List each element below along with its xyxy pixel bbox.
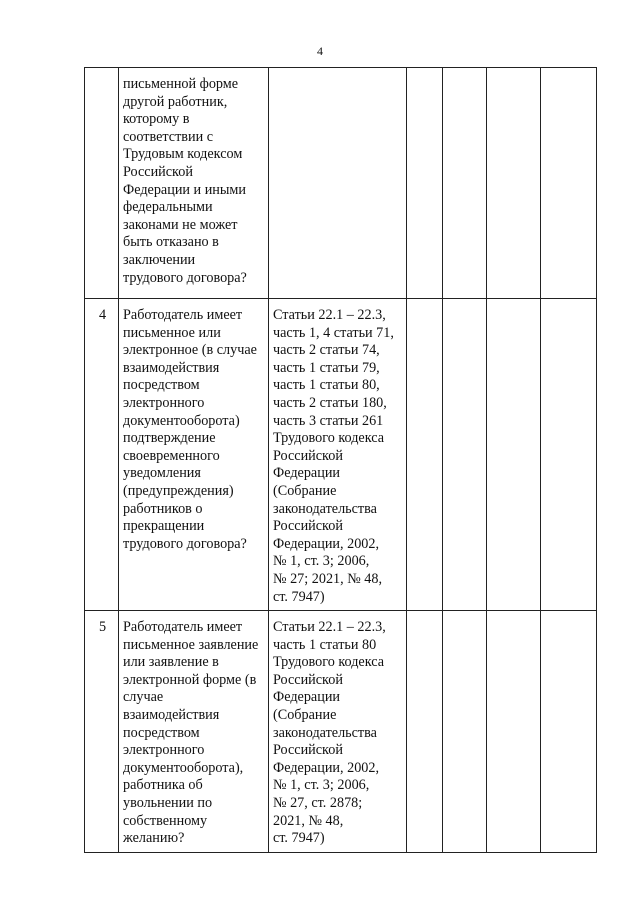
row-number-cell: 5 [85, 611, 119, 853]
cell-text-line: прекращении [123, 518, 205, 535]
answer-no-cell[interactable] [443, 68, 487, 299]
reference-cell [269, 299, 407, 611]
cell-text-line: взаимодействия [123, 359, 220, 376]
cell-text-line: часть 1 статьи 80, [273, 377, 380, 394]
answer-no-cell[interactable] [443, 299, 487, 611]
cell-text-line: Федерации [273, 465, 341, 482]
cell-text-line: Федерации, 2002, [273, 535, 380, 552]
cell-text-line: Российской [273, 447, 343, 464]
cell-text-line: часть 1 статьи 79, [273, 359, 380, 376]
row-number-cell: 4 [85, 299, 119, 611]
cell-text-line: работника об [123, 777, 203, 794]
cell-text-line: Федерации, 2002, [273, 759, 380, 776]
cell-text-line: № 27, ст. 2878; [273, 795, 363, 812]
cell-text-line: федеральными [123, 199, 213, 216]
checklist-table [84, 67, 597, 853]
table-row [85, 68, 597, 299]
cell-text-line: трудового договора? [123, 269, 247, 286]
cell-text-line: Федерации [273, 689, 341, 706]
cell-text-line: быть отказано в [123, 234, 219, 251]
answer-yes-cell[interactable] [407, 611, 443, 853]
cell-text-line: № 27; 2021, № 48, [273, 570, 383, 587]
cell-text-line: Работодатель имеет [123, 619, 243, 636]
note-cell[interactable] [541, 68, 597, 299]
cell-text-line: взаимодействия [123, 707, 220, 724]
cell-text-line: письменное или [123, 324, 221, 341]
cell-text-line: подтверждение [123, 430, 216, 447]
cell-text-line: электронного [123, 394, 205, 411]
cell-text-line: посредством [123, 724, 200, 741]
cell-text-line: законами не может [123, 216, 238, 233]
cell-text-line: (Собрание [273, 707, 337, 724]
cell-text-line: работников о [123, 500, 203, 517]
cell-text-line: часть 2 статьи 74, [273, 342, 380, 359]
cell-text-line: электронной форме (в [123, 671, 257, 688]
cell-text-line: письменной форме [123, 76, 239, 92]
cell-text-line: Статьи 22.1 – 22.3, [273, 307, 386, 323]
not-applicable-cell[interactable] [487, 611, 541, 853]
cell-text-line: электронное (в случае [123, 342, 257, 359]
not-applicable-cell[interactable] [487, 68, 541, 299]
cell-text-line: или заявление в [123, 654, 219, 671]
note-cell[interactable] [541, 299, 597, 611]
cell-text-line: Трудового кодекса [273, 654, 385, 671]
cell-text-line: Российской [273, 742, 343, 759]
cell-text-line: Федерации и иными [123, 181, 246, 198]
row-number-cell [85, 68, 119, 299]
cell-text-line: письменное заявление [123, 636, 259, 653]
cell-text-line: № 1, ст. 3; 2006, [273, 777, 370, 794]
cell-text-line: Статьи 22.1 – 22.3, [273, 619, 386, 636]
cell-text-line: Российской [123, 163, 193, 180]
cell-text-line: документооборота), [123, 759, 244, 776]
cell-text-line: своевременного [123, 447, 220, 464]
question-cell [119, 611, 269, 853]
question-cell [119, 299, 269, 611]
reference-cell [269, 611, 407, 853]
cell-text-line: желанию? [123, 830, 185, 847]
cell-text-line: трудового договора? [123, 535, 247, 552]
cell-text-line: часть 2 статьи 180, [273, 394, 387, 411]
cell-text-line: законодательства [273, 500, 377, 517]
cell-text-line: Работодатель имеет [123, 307, 243, 323]
answer-yes-cell[interactable] [407, 299, 443, 611]
cell-text-line: часть 1 статьи 80 [273, 636, 377, 653]
cell-text-line: (Собрание [273, 482, 337, 499]
cell-text-line: увольнении по [123, 795, 213, 812]
cell-text-line: Российской [273, 518, 343, 535]
cell-text-line: посредством [123, 377, 200, 394]
cell-text-line: (предупреждения) [123, 482, 234, 499]
cell-text-line: уведомления [123, 465, 201, 482]
cell-text-line: которому в [123, 111, 190, 128]
note-cell[interactable] [541, 611, 597, 853]
cell-text-line: часть 3 статьи 261 [273, 412, 384, 429]
cell-text-line: часть 1, 4 статьи 71, [273, 324, 394, 341]
cell-text-line: 2021, № 48, [273, 812, 344, 829]
not-applicable-cell[interactable] [487, 299, 541, 611]
cell-text-line: № 1, ст. 3; 2006, [273, 553, 370, 570]
page-number: 4 [317, 44, 323, 58]
cell-text-line: заключении [123, 251, 196, 268]
cell-text-line: Трудовым кодексом [123, 146, 243, 163]
cell-text-line: Трудового кодекса [273, 430, 385, 447]
table-row [85, 611, 597, 853]
table-row [85, 299, 597, 611]
cell-text-line: законодательства [273, 724, 377, 741]
cell-text-line: ст. 7947) [273, 588, 325, 605]
cell-text-line: Российской [273, 671, 343, 688]
question-cell [119, 68, 269, 299]
reference-cell [269, 68, 407, 299]
cell-text-line: собственному [123, 812, 208, 829]
cell-text-line: документооборота) [123, 412, 240, 429]
cell-text-line: другой работник, [123, 93, 228, 110]
cell-text-line: соответствии с [123, 128, 214, 145]
answer-no-cell[interactable] [443, 611, 487, 853]
cell-text-line: случае [123, 689, 164, 706]
cell-text-line: электронного [123, 742, 205, 759]
cell-text-line: ст. 7947) [273, 830, 325, 847]
answer-yes-cell[interactable] [407, 68, 443, 299]
